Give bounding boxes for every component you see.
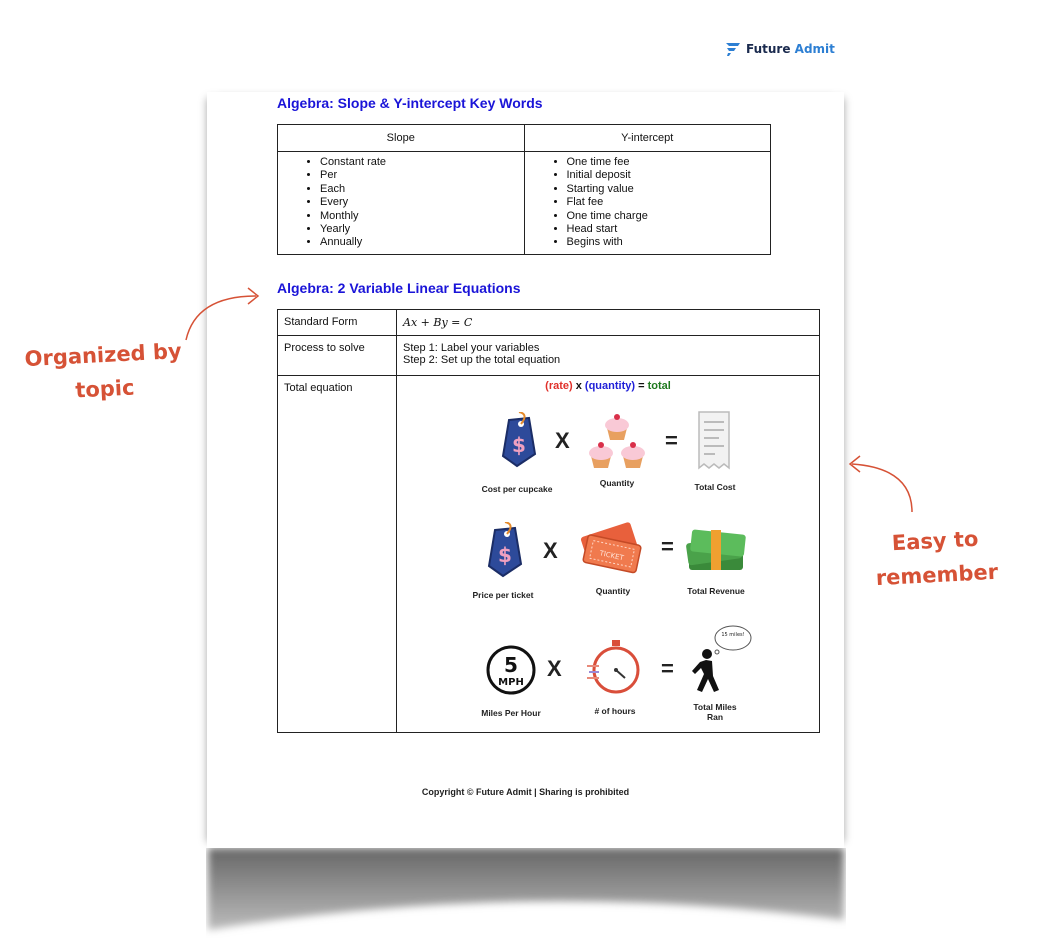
- equals-operator: =: [661, 534, 674, 559]
- annotation-organized-by-topic: Organized by topic: [24, 338, 183, 403]
- linear-equations-table: [277, 309, 820, 733]
- equation-examples: [397, 392, 819, 732]
- example-total-revenue: [673, 524, 759, 596]
- list-item: • Yearly: [320, 223, 524, 236]
- svg-text:$: $: [512, 433, 526, 457]
- receipt-icon: [693, 410, 737, 472]
- list-item: • One time fee: [567, 156, 771, 169]
- caption-total-miles: Total Miles Ran: [693, 702, 737, 722]
- slope-intercept-table: [277, 124, 771, 255]
- worksheet-page: [207, 92, 844, 848]
- caption-cost-per-cupcake: Cost per cupcake: [481, 484, 553, 494]
- brand-name: Future Admit: [746, 42, 835, 56]
- col-header-y-intercept: Y-intercept: [524, 125, 771, 152]
- list-item: • Initial deposit: [567, 169, 771, 182]
- total-equation-cell: [397, 376, 820, 733]
- slope-keywords-cell: [278, 152, 525, 255]
- list-item: • Constant rate: [320, 156, 524, 169]
- example-total-cost: [675, 410, 755, 492]
- caption-price-per-ticket: Price per ticket: [472, 590, 534, 600]
- process-step-2: Step 2: Set up the total equation: [403, 354, 561, 366]
- speed-limit-sign-icon: [485, 644, 537, 696]
- svg-text:TICKET: TICKET: [598, 549, 625, 563]
- multiply-operator: X: [543, 538, 558, 563]
- list-item: • Begins with: [567, 236, 771, 249]
- caption-quantity-1: Quantity: [599, 478, 635, 488]
- yint-keyword-list: [549, 156, 771, 250]
- caption-miles-per-hour: Miles Per Hour: [481, 708, 541, 718]
- list-item: • Per: [320, 169, 524, 182]
- multiply-operator: X: [547, 656, 562, 681]
- example-hours: [573, 638, 657, 716]
- list-item: • Every: [320, 196, 524, 209]
- example-miles-per-hour: [461, 644, 561, 718]
- heading-linear-equations: Algebra: 2 Variable Linear Equations: [277, 280, 521, 296]
- example-total-miles: [675, 624, 755, 722]
- annotation-easy-to-remember: Easy to remember: [875, 526, 999, 591]
- process-label: Process to solve: [278, 336, 397, 376]
- example-quantity-tickets: [573, 518, 653, 596]
- process-steps: [397, 336, 820, 376]
- list-item: • Starting value: [567, 183, 771, 196]
- svg-text:15 miles!: 15 miles!: [721, 632, 745, 638]
- list-item: • Each: [320, 183, 524, 196]
- stopwatch-icon: [585, 638, 645, 698]
- standard-form-value: [397, 310, 820, 336]
- tickets-icon: [579, 518, 647, 578]
- svg-text:$: $: [498, 543, 512, 567]
- caption-total-revenue: Total Revenue: [687, 586, 745, 596]
- list-item: • Annually: [320, 236, 524, 249]
- walking-person-icon: [677, 624, 753, 700]
- equals-operator: =: [665, 428, 678, 453]
- example-cost-per-cupcake: [467, 412, 567, 494]
- caption-quantity-2: Quantity: [595, 586, 631, 596]
- cupcakes-icon: [585, 406, 649, 472]
- list-item: • Head start: [567, 223, 771, 236]
- heading-slope-intercept: Algebra: Slope & Y-intercept Key Words: [277, 95, 543, 111]
- caption-hours: # of hours: [594, 706, 636, 716]
- money-stack-icon: [683, 524, 749, 576]
- svg-text:5: 5: [504, 653, 518, 677]
- list-item: • Monthly: [320, 210, 524, 223]
- total-equation-label: Total equation: [278, 376, 397, 733]
- multiply-operator: X: [555, 428, 570, 453]
- list-item: • Flat fee: [567, 196, 771, 209]
- standard-form-label: Standard Form: [278, 310, 397, 336]
- process-step-1: Step 1: Label your variables: [403, 342, 540, 354]
- col-header-slope: Slope: [278, 125, 525, 152]
- future-admit-logo-icon: [724, 41, 742, 57]
- brand-logo: [724, 41, 835, 57]
- list-item: • One time charge: [567, 210, 771, 223]
- price-tag-icon: [495, 412, 539, 470]
- total-formula: (rate) x (quantity) = total: [545, 380, 671, 392]
- example-price-per-ticket: [453, 522, 553, 600]
- price-tag-icon: [481, 522, 525, 580]
- copyright-footer: Copyright © Future Admit | Sharing is prohibited: [421, 787, 630, 797]
- svg-text:MPH: MPH: [498, 677, 524, 688]
- caption-total-cost: Total Cost: [694, 482, 736, 492]
- arrow-right-curve-icon: [846, 452, 926, 518]
- equals-operator: =: [661, 656, 674, 681]
- slope-keyword-list: [302, 156, 524, 250]
- arrow-left-curve-icon: [176, 276, 266, 346]
- standard-form-formula: Ax + By = C: [403, 316, 473, 329]
- yint-keywords-cell: [524, 152, 771, 255]
- page-curl-shadow: [206, 848, 846, 938]
- example-quantity-cupcakes: [577, 406, 657, 488]
